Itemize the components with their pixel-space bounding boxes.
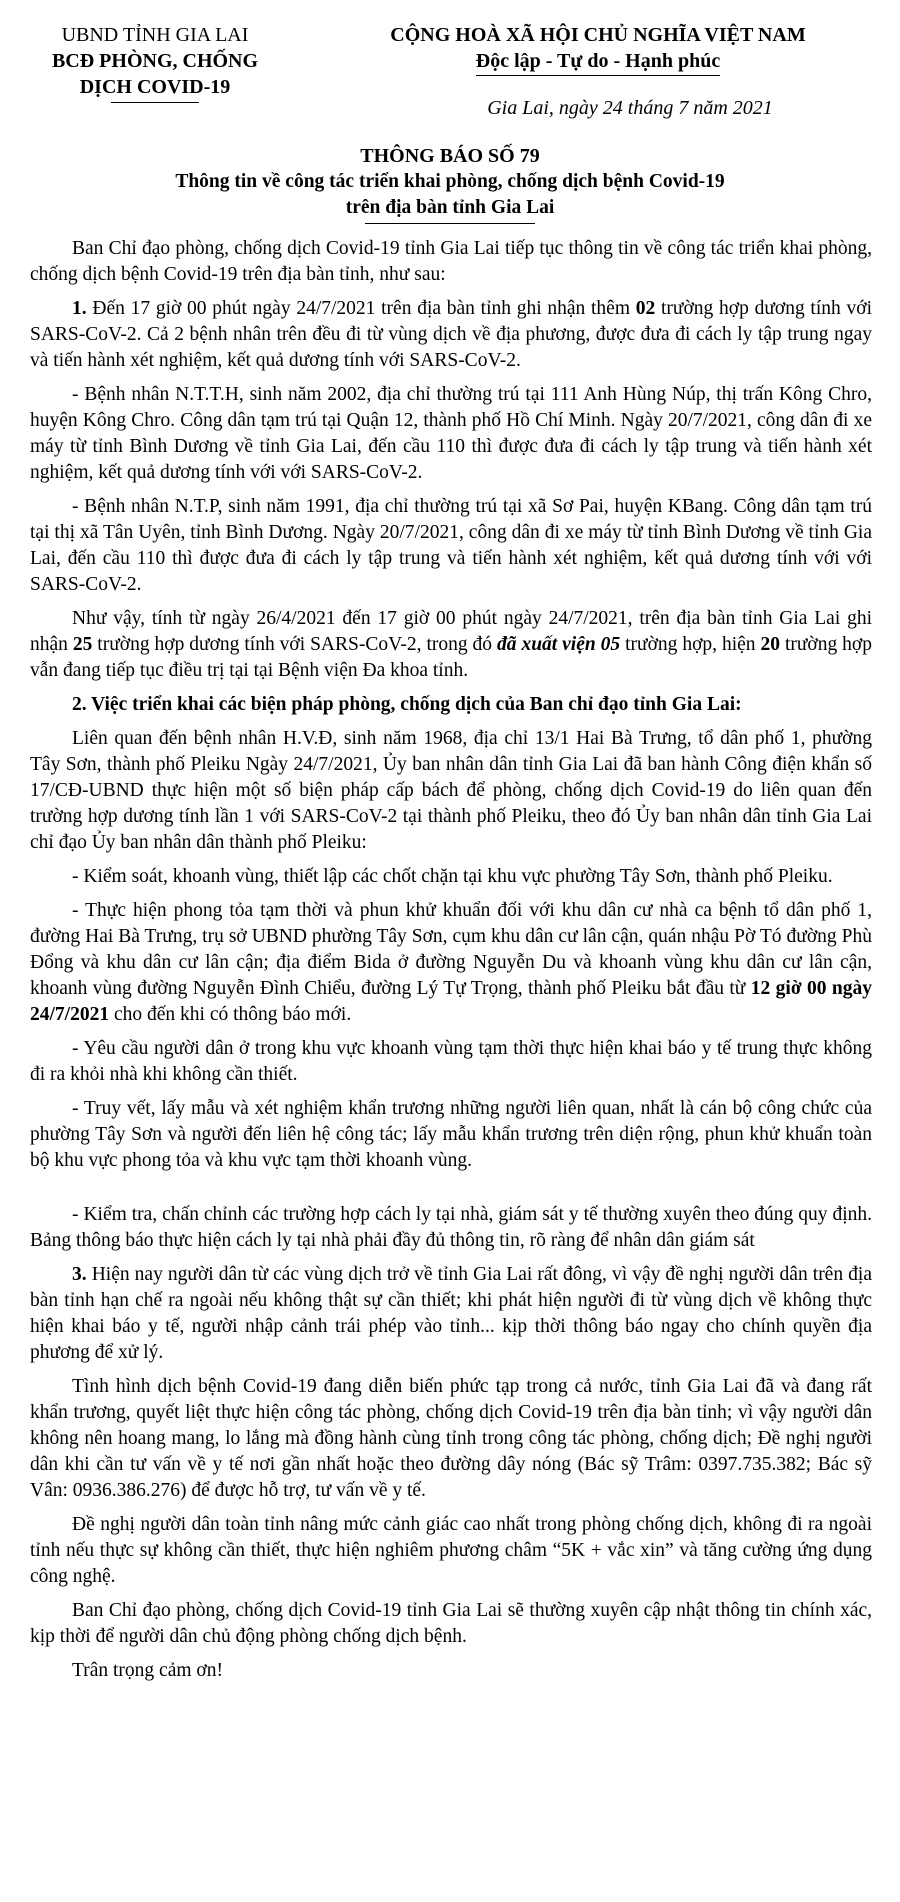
section-2-heading: 2. Việc triển khai các biện pháp phòng, chống dịch của Ban chỉ đạo tỉnh Gia Lai: <box>72 694 742 715</box>
lockdown-start-time: 12 giờ 00 ngày 24/7/2021 <box>30 978 872 1025</box>
treating-count: 20 <box>760 634 780 655</box>
summary-paragraph <box>30 606 872 684</box>
document-title <box>0 143 900 224</box>
national-motto <box>328 22 868 76</box>
notice-number: THÔNG BÁO SỐ 79 <box>360 145 540 167</box>
measure-3: - Yêu cầu người dân ở trong khu vực khoanh vùng tạm thời thực hiện khai báo y tế trung thực không đi ra khỏi nhà khi không cần thiết. <box>30 1038 872 1085</box>
new-case-count: 02 <box>635 298 656 319</box>
notice-subject-line-2: trên địa bàn tỉnh Gia Lai <box>345 197 555 218</box>
closing-line: Trân trọng cảm ơn! <box>72 1660 223 1681</box>
section-1-text-a: Đến 17 giờ 00 phút ngày 24/7/2021 trên địa bàn tỉnh ghi nhận thêm <box>86 298 636 319</box>
section-1-number: 1. <box>72 298 87 319</box>
vigilance-paragraph: Đề nghị người dân toàn tỉnh nâng mức cảnh giác cao nhất trong phòng chống dịch, không đi ra ngoài tỉnh nếu thực sự không cần thiết, thực hiện nghiêm phương châm “5K + vắc xin” và tăng cường ứng dụng công nghệ. <box>30 1514 872 1587</box>
measure-4: - Truy vết, lấy mẫu và xét nghiệm khẩn trương những người liên quan, nhất là cán bộ công chức của phường Tây Sơn và người đến liên hệ công tác; lấy mẫu khẩn trương trên diện rộng, phun khử khuẩn toàn bộ khu vực phong tỏa và khu vực tạm thời khoanh vùng. <box>30 1098 872 1171</box>
section-3-text: Hiện nay người dân từ các vùng dịch trở về tỉnh Gia Lai rất đông, vì vậy đề nghị người dân trên địa bàn tỉnh hạn chế ra ngoài nếu không thật sự cần thiết; khi phát hiện người đi từ vùng dịch về không thực hiện khai báo y tế, người nhập cảnh trái phép vào tỉnh... kịp thời thông báo ngay cho chính quyền địa phương để xử lý. <box>30 1264 872 1363</box>
measure-2-text-a: - Thực hiện phong tỏa tạm thời và phun khử khuẩn đối với khu dân cư nhà ca bệnh tổ dân phố 1, đường Hai Bà Trưng, trụ sở UBND phường Tây Sơn, cụm khu dân cư lân cận, quán nhậu Pờ Tó đường Phù Đổng và khu dân cư lân cận; địa điểm Bida ở đường Nguyễn Du và khoanh vùng khu dân cư lân cận, khoanh vùng đường Nguyễn Đình Chiểu, đường Lý Tự Trọng, thành phố Pleiku bắt đầu từ <box>30 900 872 999</box>
country-name: CỘNG HOÀ XÃ HỘI CHỦ NGHĨA VIỆT NAM <box>390 24 806 46</box>
summary-text-c: trường hợp, hiện <box>620 634 761 655</box>
summary-text-b: trường hợp dương tính với SARS-CoV-2, trong đó <box>92 634 497 655</box>
agency-line-3: DỊCH COVID-19 <box>79 76 231 98</box>
situation-paragraph: Tình hình dịch bệnh Covid-19 đang diễn biến phức tạp trong cả nước, tỉnh Gia Lai đã và đang rất khẩn trương, quyết liệt thực hiện công tác phòng, chống dịch Covid-19 trên địa bàn tỉnh; vì vậy người dân không nên hoang mang, lo lắng mà đồng hành cùng tỉnh trong công tác phòng, chống dịch; Đề nghị người dân khi cần tư vấn về y tế nơi gần nhất hoặc theo đường dây nóng (Bác sỹ Trâm: 0397.735.382; Bác sỹ Vân: 0936.386.276) để được hỗ trợ, tư vấn về y tế. <box>30 1376 872 1501</box>
intro-paragraph: Ban Chỉ đạo phòng, chống dịch Covid-19 tỉnh Gia Lai tiếp tục thông tin về công tác triển khai phòng, chống dịch bệnh Covid-19 trên địa bàn tỉnh, như sau: <box>30 238 872 285</box>
motto: Độc lập - Tự do - Hạnh phúc <box>476 48 720 76</box>
summary-text-a: Như vậy, tính từ ngày 26/4/2021 đến 17 giờ 00 phút ngày 24/7/2021, trên địa bàn tỉnh Gia Lai ghi nhận <box>30 608 872 655</box>
section-1-paragraph <box>30 296 872 374</box>
agency-line-1: UBND TỈNH GIA LAI <box>61 24 249 46</box>
summary-text-d: trường hợp vẫn đang tiếp tục điều trị tại tại Bệnh viện Đa khoa tỉnh. <box>30 634 872 681</box>
notice-subject-line-1: Thông tin về công tác triển khai phòng, chống dịch bệnh Covid-19 <box>175 171 725 192</box>
patient-1-paragraph: - Bệnh nhân N.T.T.H, sinh năm 2002, địa chỉ thường trú tại 111 Anh Hùng Núp, thị trấn Kông Chro, huyện Kông Chro. Công dân tạm trú tại Quận 12, thành phố Hồ Chí Minh. Ngày 20/7/2021, công dân đi xe máy từ tỉnh Bình Dương về tỉnh Gia Lai, đến cầu 110 thì được đưa đi cách ly tập trung và tiến hành xét nghiệm, kết quả dương tính với với SARS-CoV-2. <box>30 384 872 483</box>
issuing-agency <box>30 22 280 103</box>
agency-underline <box>111 102 199 103</box>
section-1-text-b: trường hợp dương tính với SARS-CoV-2. Cả 2 bệnh nhân trên đều đi từ vùng dịch về địa phương, được đưa đi cách ly tập trung ngay và tiến hành xét nghiệm, kết quả dương tính với SARS-CoV-2. <box>30 298 872 371</box>
measure-2 <box>30 898 872 1028</box>
measure-2-text-b: cho đến khi có thông báo mới. <box>109 1004 352 1025</box>
update-paragraph: Ban Chỉ đạo phòng, chống dịch Covid-19 tỉnh Gia Lai sẽ thường xuyên cập nhật thông tin chính xác, kịp thời để người dân chủ động phòng chống dịch bệnh. <box>30 1600 872 1647</box>
section-3-paragraph <box>30 1262 872 1366</box>
agency-line-2: BCĐ PHÒNG, CHỐNG <box>51 50 259 72</box>
total-case-count: 25 <box>72 634 93 655</box>
document-body <box>30 236 872 1692</box>
section-2-intro: Liên quan đến bệnh nhân H.V.Đ, sinh năm 1968, địa chỉ 13/1 Hai Bà Trưng, tổ dân phố 1, phường Tây Sơn, thành phố Pleiku Ngày 24/7/2021, Ủy ban nhân dân tỉnh Gia Lai đã ban hành Công điện khẩn số 17/CĐ-UBND thực hiện một số biện pháp cấp bách để phòng, chống dịch Covid-19 do liên quan đến trường hợp dương tính lần 1 với SARS-CoV-2 tại thành phố Pleiku, theo đó Ủy ban nhân dân tỉnh Gia Lai chỉ đạo Ủy ban nhân dân thành phố Pleiku: <box>30 728 872 853</box>
title-underline <box>365 223 535 224</box>
section-3-number: 3. <box>72 1264 87 1285</box>
patient-2-paragraph: - Bệnh nhân N.T.P, sinh năm 1991, địa chỉ thường trú tại xã Sơ Pai, huyện KBang. Công dân tạm trú tại thị xã Tân Uyên, tỉnh Bình Dương. Ngày 20/7/2021, công dân đi xe máy từ tỉnh Bình Dương về tỉnh Gia Lai, đến cầu 110 thì được đưa đi cách ly tập trung và tiến hành xét nghiệm, kết quả dương tính với với SARS-CoV-2. <box>30 496 872 595</box>
measure-5: - Kiểm tra, chấn chỉnh các trường hợp cách ly tại nhà, giám sát y tế thường xuyên theo đúng quy định. Bảng thông báo thực hiện cách ly tại nhà phải đầy đủ thông tin, rõ ràng để nhân dân giám sát <box>30 1204 872 1251</box>
measure-1: - Kiểm soát, khoanh vùng, thiết lập các chốt chặn tại khu vực phường Tây Sơn, thành phố Pleiku. <box>72 866 833 887</box>
discharged-count: đã xuất viện 05 <box>497 634 621 655</box>
document-date: Gia Lai, ngày 24 tháng 7 năm 2021 <box>487 97 773 119</box>
